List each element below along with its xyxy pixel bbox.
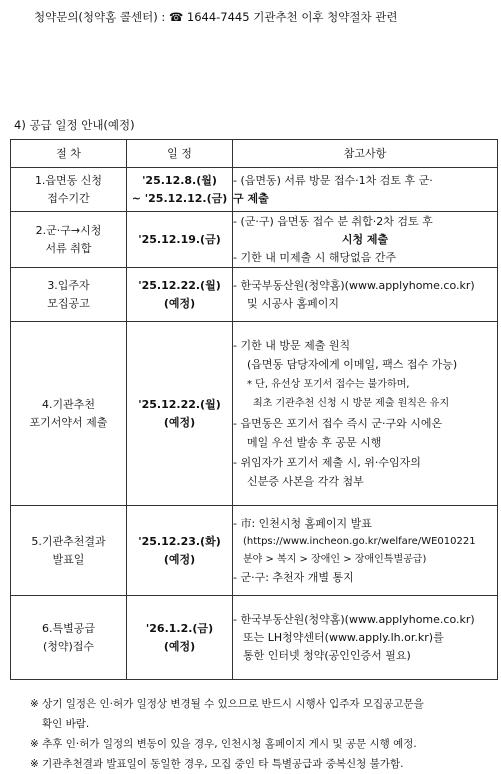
footer-note: ※ 기관추천결과 발표일이 동일한 경우, 모집 중인 타 특별공급과 중복신청 불가함. [30, 758, 404, 770]
note-text: - 읍면동은 포기서 접수 즉시 군·구와 시에온 [233, 416, 443, 430]
notes-cell [233, 212, 498, 268]
note-text: 또는 LH청약센터(www.apply.lh.or.kr)를 [243, 630, 444, 644]
footer-note: ※ 상기 일정은 인·허가 일정상 변경될 수 있으므로 반드시 시행사 입주자 모집공고문을 [30, 698, 424, 710]
footer-note: ※ 추후 인·허가 일정의 변동이 있을 경우, 인천시청 홈페이지 게시 및 공문 시행 예정. [30, 738, 417, 750]
notes-cell [233, 168, 498, 212]
step-cell [11, 268, 127, 322]
note-text: 메일 우선 발송 후 공문 시행 [247, 436, 382, 449]
note-text: - (군·구) 읍면동 접수 분 취합·2차 검토 후 [233, 214, 433, 228]
note-text: - 市: 인천시청 홈페이지 발표 [233, 516, 372, 530]
note-text: 최초 기관추천 신청 시 방문 제출 원칙은 유지 [253, 398, 450, 409]
date-cell [127, 168, 233, 212]
step-text: 6.특별공급 [42, 621, 95, 635]
note-text: (읍면동 담당자에게 이메일, 팩스 접수 가능) [247, 358, 458, 371]
step-text: 3.입주자 [47, 278, 90, 292]
inquiry-line: 청약문의(청약홈 콜센터) : ☎ 1644-7445 기관추천 이후 청약절차 관련 [34, 10, 398, 24]
footer-notes [30, 694, 496, 774]
note-text: - 군·구: 추천자 개별 통지 [233, 570, 354, 584]
date-cell [127, 212, 233, 268]
step-cell [11, 506, 127, 596]
step-text: 모집공고 [47, 296, 90, 310]
step-cell [11, 596, 127, 680]
date-text: (예정) [163, 639, 196, 653]
step-text: 1.읍면동 신청 [34, 173, 103, 187]
table-row [11, 596, 498, 680]
date-text: '25.12.22.(월) [138, 397, 221, 411]
note-text: - 한국부동산원(청약홈)(www.applyhome.co.kr) [233, 278, 475, 292]
date-text: (예정) [163, 296, 196, 310]
date-text: (예정) [163, 552, 196, 566]
header-date: 일 정 [127, 140, 233, 168]
notes-cell [233, 268, 498, 322]
step-cell [11, 322, 127, 506]
date-text: '26.1.2.(금) [145, 621, 214, 635]
step-text: 4.기관추천 [42, 397, 95, 411]
date-cell [127, 506, 233, 596]
date-text: '25.12.19.(금) [138, 232, 221, 246]
note-text: * 단, 유선상 포기서 접수는 불가하며, [247, 378, 410, 390]
table-row [11, 506, 498, 596]
header-notes: 참고사항 [233, 140, 498, 168]
date-text: '25.12.23.(화) [138, 534, 221, 548]
note-text: 시청 제출 [341, 232, 389, 246]
date-text: (예정) [163, 415, 196, 429]
note-text: 및 시공사 홈페이지 [247, 296, 340, 310]
table-header-row [11, 140, 498, 168]
notes-cell [233, 596, 498, 680]
step-text: 서류 취합 [45, 241, 92, 255]
note-text: - 한국부동산원(청약홈)(www.applyhome.co.kr) [233, 612, 475, 626]
step-text: 포기서약서 제출 [29, 415, 108, 429]
section-title: 4) 공급 일정 안내(예정) [14, 118, 135, 132]
step-text: 2.군·구→시청 [35, 223, 102, 237]
notes-cell [233, 322, 498, 506]
step-cell [11, 212, 127, 268]
table-row [11, 212, 498, 268]
header-step: 절 차 [11, 140, 127, 168]
notes-cell [233, 506, 498, 596]
note-text: - 기한 내 미제출 시 해당없음 간주 [233, 250, 397, 264]
footer-note: 확인 바람. [42, 718, 90, 730]
note-text: (https://www.incheon.go.kr/welfare/WE010221 [243, 535, 476, 547]
date-text: ~ '25.12.12.(금) [131, 191, 228, 205]
date-cell [127, 268, 233, 322]
schedule-table [10, 139, 498, 680]
table-row [11, 268, 498, 322]
note-text: 분야 > 복지 > 장애인 > 장애인특별공급) [243, 553, 427, 565]
step-text: (청약)접수 [42, 639, 95, 653]
note-text: 구 제출 [233, 191, 269, 205]
note-text: - 위임자가 포기서 제출 시, 위·수임자의 [233, 455, 421, 469]
note-text: 통한 인터넷 청약(공인인증서 필요) [243, 648, 411, 662]
date-cell [127, 322, 233, 506]
note-text: - (읍면동) 서류 방문 접수·1차 검토 후 군· [233, 173, 433, 187]
date-cell [127, 596, 233, 680]
step-text: 발표일 [52, 552, 85, 566]
step-text: 접수기간 [47, 191, 90, 205]
date-text: '25.12.22.(월) [138, 278, 221, 292]
note-text: - 기한 내 방문 제출 원칙 [233, 338, 351, 352]
date-text: '25.12.8.(월) [142, 173, 217, 187]
note-text: 신분증 사본을 각각 첨부 [247, 475, 364, 488]
table-row [11, 322, 498, 506]
table-row [11, 168, 498, 212]
step-cell [11, 168, 127, 212]
step-text: 5.기관추천결과 [31, 534, 106, 548]
